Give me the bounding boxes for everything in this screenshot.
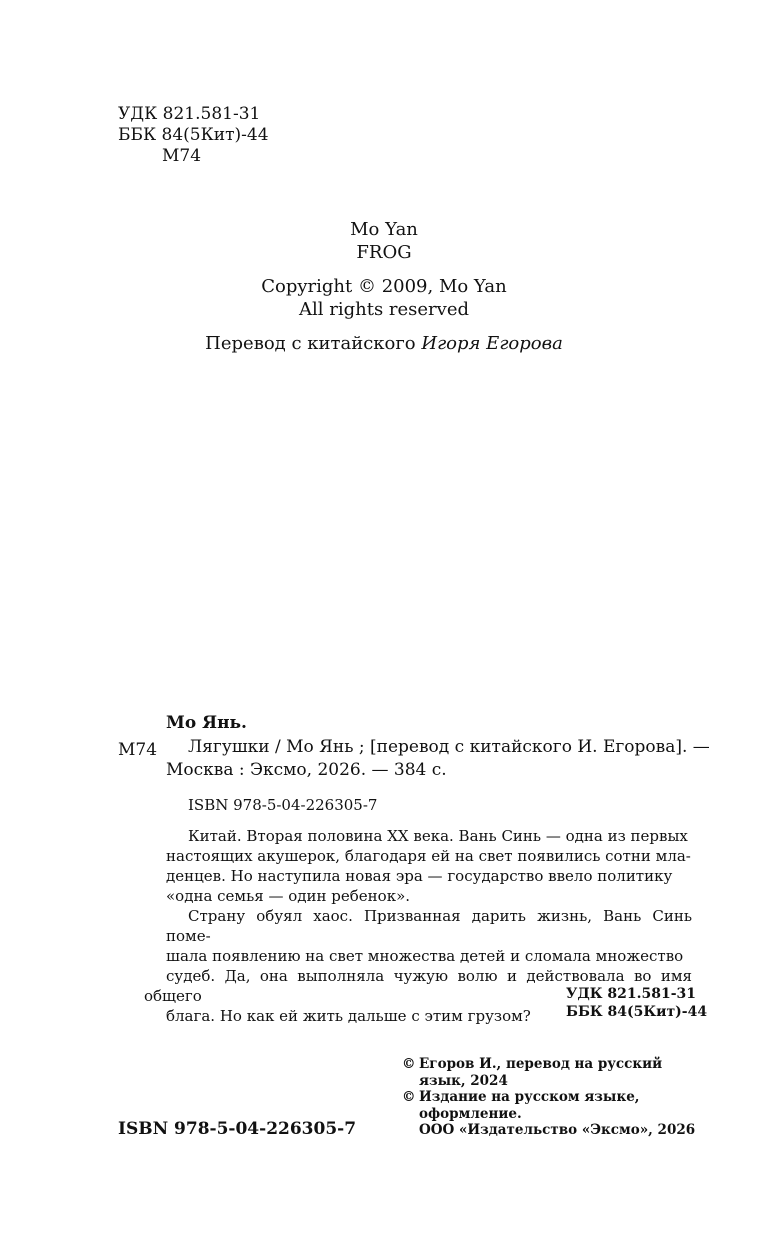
- bibliographic-author-mark: М74: [118, 740, 158, 760]
- rights-reserved: All rights reserved: [299, 299, 469, 320]
- bibliographic-line-1: Лягушки / Мо Янь ; [перевод с китайского И. Егорова]. —: [188, 737, 710, 757]
- bbk-code-bottom: ББК 84(5Кит)-44: [566, 1004, 708, 1020]
- author-mark: М74: [162, 146, 202, 166]
- original-author: Mo Yan: [350, 219, 418, 240]
- copyright-line: оформление.: [419, 1105, 522, 1122]
- annotation-line: настоящих акушерок, благодаря ей на свет появились сотни мла-: [166, 847, 691, 865]
- copyright-notice-edition: [402, 1089, 702, 1139]
- copyright-line: Егоров И., перевод на русский: [419, 1056, 663, 1072]
- copyright-notice-translation: [402, 1056, 702, 1089]
- copyright-line: Издание на русском языке,: [419, 1089, 640, 1105]
- annotation-line: блага. Но как ей жить дальше с этим грузом?: [166, 1007, 531, 1025]
- copyright-symbol: ©: [402, 1056, 416, 1072]
- annotation-line: Страну обуял хаос. Призванная дарить жизнь, Вань Синь поме-: [166, 907, 692, 945]
- translator-name: Игоря Егорова: [421, 333, 563, 354]
- annotation-paragraph-1: [166, 826, 692, 906]
- annotation-line: судеб. Да, она выполняла чужую волю и действовала во имя общего: [144, 967, 692, 1005]
- bibliographic-isbn: ISBN 978-5-04-226305-7: [188, 796, 378, 814]
- copyright-notices: [402, 1056, 702, 1139]
- copyright-line: ООО «Издательство «Эксмо», 2026: [419, 1122, 696, 1138]
- bbk-code: ББК 84(5Кит)-44: [118, 125, 269, 145]
- classification-block-bottom: [566, 985, 707, 1021]
- annotation-line: Китай. Вторая половина XX века. Вань Синь — одна из первых: [188, 827, 688, 845]
- footer-isbn: ISBN 978-5-04-226305-7: [118, 1119, 357, 1139]
- bibliographic-line-2: Москва : Эксмо, 2026. — 384 с.: [166, 760, 447, 780]
- udk-code: УДК 821.581-31: [118, 104, 261, 124]
- bibliographic-author-heading: Мо Янь.: [166, 713, 247, 733]
- translation-prefix: Перевод с китайского: [205, 333, 416, 354]
- annotation-line: шала появлению на свет множества детей и сломала множество: [166, 947, 684, 965]
- udk-code-bottom: УДК 821.581-31: [566, 986, 697, 1002]
- annotation-line: «одна семья — один ребенок».: [166, 887, 411, 905]
- original-copyright: Copyright © 2009, Mo Yan: [261, 276, 507, 297]
- original-title: FROG: [356, 242, 412, 263]
- copyright-symbol: ©: [402, 1089, 416, 1105]
- translation-credit: [0, 332, 768, 355]
- classification-block-top: [118, 104, 269, 167]
- copyright-line: язык, 2024: [419, 1072, 508, 1089]
- annotation-line: денцев. Но наступила новая эра — государство ввело политику: [166, 867, 673, 885]
